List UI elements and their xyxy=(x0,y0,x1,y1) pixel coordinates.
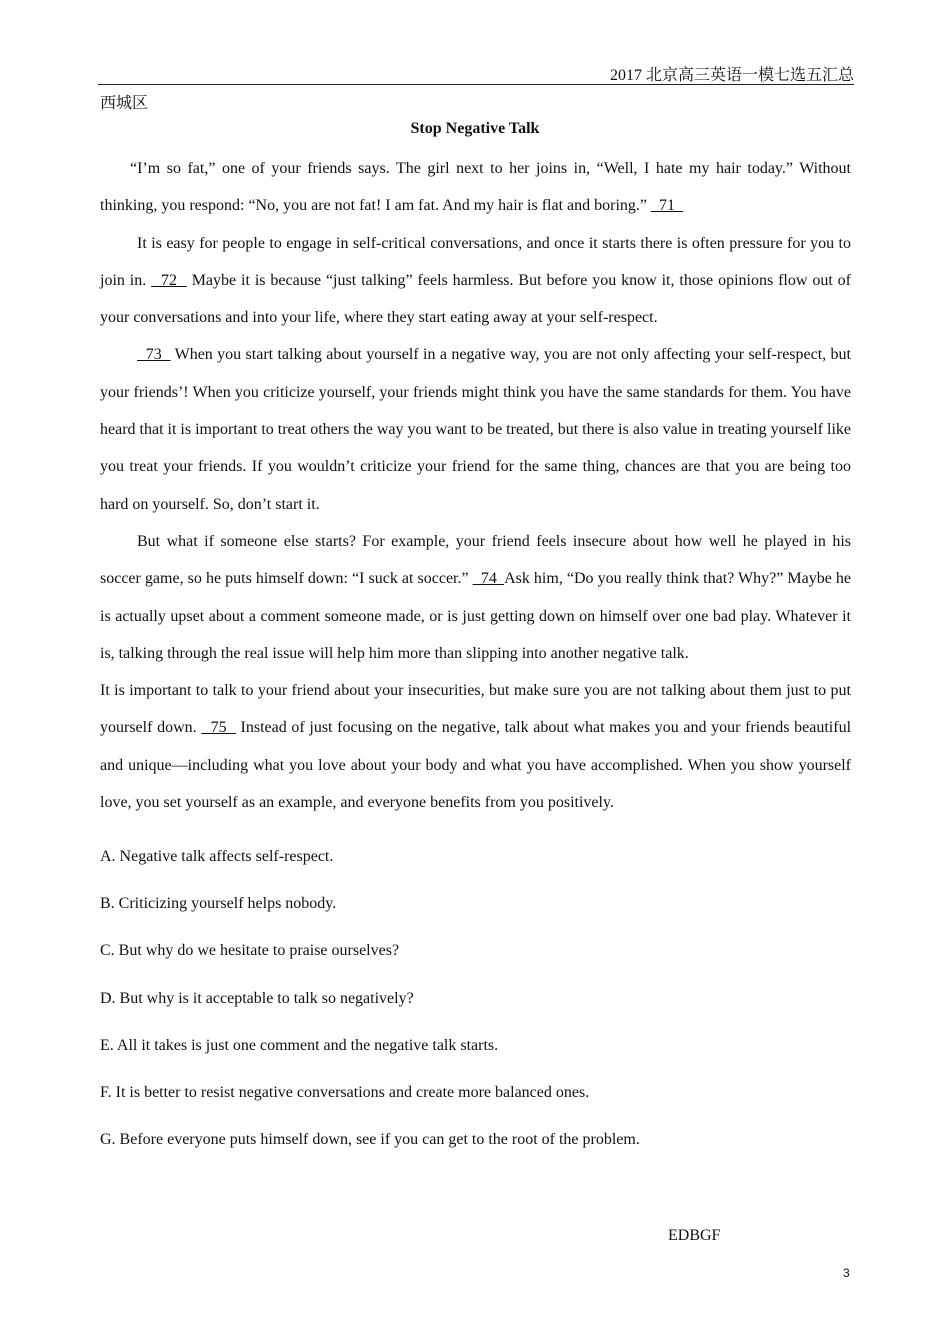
option-f: F. It is better to resist negative conversations and create more balanced ones. xyxy=(100,1083,590,1101)
options-list xyxy=(100,845,640,1175)
paragraph-5: It is important to talk to your friend about your insecurities, but make sure you are not talking about them just to put yourself down. 75 Instead of just focusing on the negative, talk about what makes you and your friends beautiful and unique—including what you love about your body and what you have accomplished. When you show yourself love, you set yourself as an example, and everyone benefits from you positively. xyxy=(100,682,852,812)
blank-74: 74 xyxy=(472,570,505,588)
option-a: A. Negative talk affects self-respect. xyxy=(100,848,334,865)
blank-75: 75 xyxy=(201,719,236,737)
option-e: E. All it takes is just one comment and the negative talk starts. xyxy=(100,1036,499,1054)
page-header xyxy=(98,60,854,85)
paragraph-2: It is easy for people to engage in self-critical conversations, and once it starts there is often pressure for you to join in. 72 Maybe it is because “just talking” feels harmless. But before you know it, those opinions flow out of your conversations and into your life, where they start eating away at your self-respect. xyxy=(100,234,852,327)
blank-72: 72 xyxy=(151,271,187,289)
district-label: 西城区 xyxy=(100,95,149,112)
option-d: D. But why is it acceptable to talk so negatively? xyxy=(100,989,414,1007)
blank-71: 71 xyxy=(650,197,683,215)
paragraph-3: 73 When you start talking about yourself in a negative way, you are not only affecting your self-respect, but your friends’! When you criticize yourself, your friends might think you have the same standards for them. You have heard that it is important to treat others the way you want to be treated, but there is also value in treating yourself like you treat your friends. If you wouldn’t criticize your friend for the same thing, chances are that you are being too hard on yourself. So, don’t start it. xyxy=(100,346,852,513)
option-g: G. Before everyone puts himself down, see if you can get to the root of the problem. xyxy=(100,1131,640,1149)
blank-73: 73 xyxy=(137,346,171,364)
article-title: Stop Negative Talk xyxy=(410,120,540,137)
header-title: 2017 北京高三英语一模七选五汇总 xyxy=(609,67,854,84)
page-number: 3 xyxy=(843,1266,850,1280)
paragraph-4: But what if someone else starts? For example, your friend feels insecure about how well he played in his soccer game, so he puts himself down: “I suck at soccer.” 74 Ask him, “Do you really think that? Why?” Maybe he is actually upset about a comment someone made, or is just getting down on himself over one bad play. Whatever it is, talking through the real issue will help him more than slipping into another negative talk. xyxy=(100,532,851,662)
option-c: C. But why do we hesitate to praise ourselves? xyxy=(100,942,400,960)
option-b: B. Criticizing yourself helps nobody. xyxy=(100,895,337,913)
article-body xyxy=(100,150,851,821)
paragraph-1: “I’m so fat,” one of your friends says. The girl next to her joins in, “Well, I hate my hair today.” Without thinking, you respond: “No, you are not fat! I am fat. And my hair is flat and boring.” 71 xyxy=(100,160,851,215)
answer-key: EDBGF xyxy=(668,1227,721,1244)
